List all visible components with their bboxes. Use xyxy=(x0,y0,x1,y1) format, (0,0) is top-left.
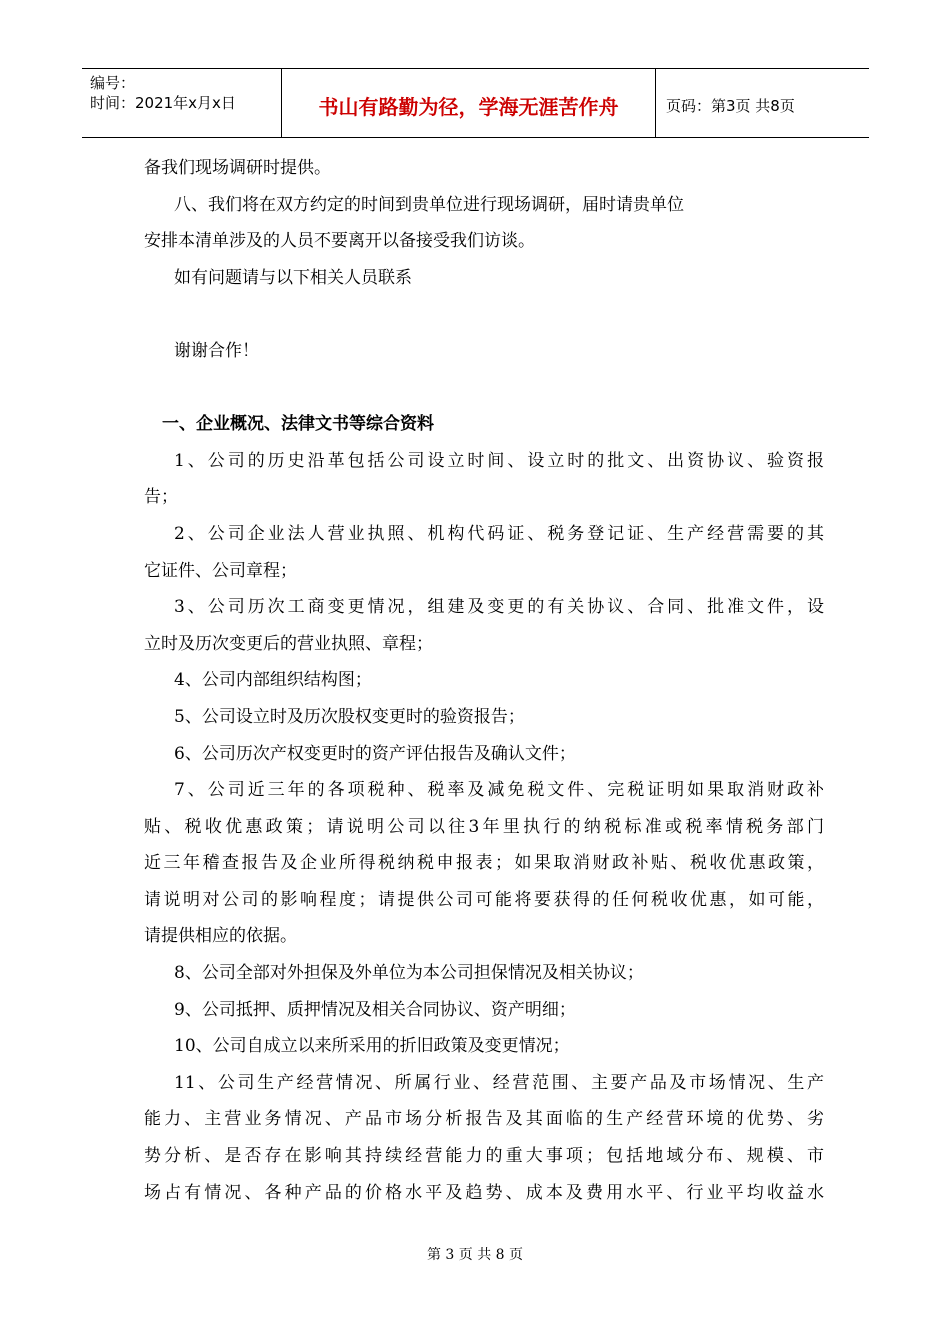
header-meta xyxy=(82,69,282,137)
item-line: 告； xyxy=(144,487,178,508)
header-page-info: 页码：第3页 共8页 xyxy=(666,96,795,115)
item-5: 5、公司设立时及历次股权变更时的验资报告； xyxy=(174,706,525,727)
item-line: 7、公司近三年的各项税种、税率及减免税文件、完税证明如果取消财政补 xyxy=(174,780,824,801)
paragraph-line: 谢谢合作！ xyxy=(174,340,259,361)
item-3 xyxy=(144,589,824,662)
item-line: 请说明对公司的影响程度；请提供公司可能将要获得的任何税收优惠，如可能， xyxy=(144,889,824,910)
page-header xyxy=(82,68,869,138)
item-line: 11、公司生产经营情况、所属行业、经营范围、主要产品及市场情况、生产 xyxy=(174,1072,824,1093)
item-line: 1、公司的历史沿革包括公司设立时间、设立时的批文、出资协议、验资报 xyxy=(174,450,824,471)
item-line: 它证件、公司章程； xyxy=(144,560,297,581)
item-10: 10、公司自成立以来所采用的折旧政策及变更情况； xyxy=(174,1036,570,1057)
item-line: 请提供相应的依据。 xyxy=(144,926,297,947)
time-label: 时间：2021年x月x日 xyxy=(90,94,236,112)
header-motto: 书山有路勤为径，学海无涯苦作舟 xyxy=(282,69,656,137)
item-line: 3、公司历次工商变更情况，组建及变更的有关协议、合同、批准文件，设 xyxy=(174,597,824,618)
item-line: 势分析、是否存在影响其持续经营能力的重大事项；包括地域分布、规模、市 xyxy=(144,1146,824,1167)
paragraph-line: 八、我们将在双方约定的时间到贵单位进行现场调研，届时请贵单位 xyxy=(174,194,684,215)
item-9: 9、公司抵押、质押情况及相关合同协议、资产明细； xyxy=(174,999,576,1020)
item-line: 贴、税收优惠政策；请说明公司以往3年里执行的纳税标准或税率情税务部门 xyxy=(144,816,824,837)
item-line: 立时及历次变更后的营业执照、章程； xyxy=(144,633,433,654)
section-title: 一、企业概况、法律文书等综合资料 xyxy=(162,414,434,435)
item-2 xyxy=(144,516,824,589)
item-4: 4、公司内部组织结构图； xyxy=(174,670,372,691)
paragraph-line: 备我们现场调研时提供。 xyxy=(144,158,331,178)
item-line: 能力、主营业务情况、产品市场分析报告及其面临的生产经营环境的优势、劣 xyxy=(144,1109,824,1130)
document-body xyxy=(144,150,824,1211)
paragraph-line: 安排本清单涉及的人员不要离开以备接受我们访谈。 xyxy=(144,231,535,252)
paragraph-line: 如有问题请与以下相关人员联系 xyxy=(174,267,412,288)
item-line: 2、公司企业法人营业执照、机构代码证、税务登记证、生产经营需要的其 xyxy=(174,523,824,544)
item-line: 场占有情况、各种产品的价格水平及趋势、成本及费用水平、行业平均收益水 xyxy=(144,1182,824,1203)
item-6: 6、公司历次产权变更时的资产评估报告及确认文件； xyxy=(174,743,576,764)
item-11 xyxy=(144,1065,824,1211)
item-8: 8、公司全部对外担保及外单位为本公司担保情况及相关协议； xyxy=(174,963,644,984)
number-label: 编号： xyxy=(90,74,136,92)
page-footer: 第 3 页 共 8 页 xyxy=(426,1247,524,1263)
item-7 xyxy=(144,772,824,955)
item-1 xyxy=(144,443,824,516)
item-line: 近三年稽查报告及企业所得税纳税申报表；如果取消财政补贴、税收优惠政策， xyxy=(144,853,824,874)
